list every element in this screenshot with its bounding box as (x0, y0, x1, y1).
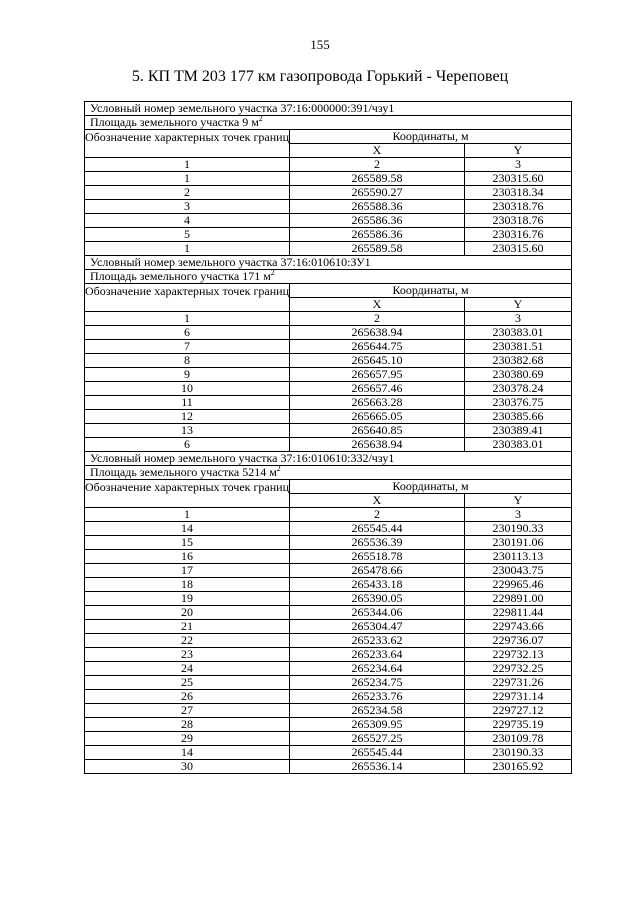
table-row (85, 382, 572, 396)
table-row (85, 648, 572, 662)
x-cell: 265233.64 (290, 648, 465, 662)
column-number: 1 (85, 312, 290, 326)
table-row (85, 410, 572, 424)
superscript-two: 2 (276, 464, 281, 473)
parcel-number-row (85, 452, 572, 466)
table-row (85, 536, 572, 550)
y-cell: 229965.46 (465, 578, 572, 592)
y-cell: 230109.78 (465, 732, 572, 746)
parcel-area-row (85, 466, 572, 480)
table-row (85, 606, 572, 620)
point-cell: 16 (85, 550, 290, 564)
table-row (85, 200, 572, 214)
y-cell: 229731.14 (465, 690, 572, 704)
x-cell: 265638.94 (290, 438, 465, 452)
table-row (85, 396, 572, 410)
point-cell: 1 (85, 172, 290, 186)
table-row (85, 704, 572, 718)
y-cell: 230043.75 (465, 564, 572, 578)
parcel-area-row (85, 270, 572, 284)
y-cell: 230318.34 (465, 186, 572, 200)
parcel-area-text: Площадь земельного участка 5214 $м^2$ (90, 464, 281, 479)
y-cell: 230318.76 (465, 214, 572, 228)
column-number: 3 (465, 508, 572, 522)
parcel-number-row (85, 102, 572, 116)
table-row (85, 550, 572, 564)
parcel-number: Условный номер земельного участка 37:16:010610:332/чзу1 (85, 452, 572, 466)
point-cell: 19 (85, 592, 290, 606)
x-cell: 265644.75 (290, 340, 465, 354)
y-cell: 230165.92 (465, 760, 572, 774)
table-row (85, 732, 572, 746)
y-cell: 230383.01 (465, 438, 572, 452)
y-cell: 230191.06 (465, 536, 572, 550)
y-cell: 229732.25 (465, 662, 572, 676)
x-cell: 265663.28 (290, 396, 465, 410)
x-cell: 265638.94 (290, 326, 465, 340)
x-cell: 265640.85 (290, 424, 465, 438)
y-cell: 230376.75 (465, 396, 572, 410)
x-cell: 265536.14 (290, 760, 465, 774)
x-cell: 265433.18 (290, 578, 465, 592)
column-number: 3 (465, 312, 572, 326)
x-cell: 265645.10 (290, 354, 465, 368)
y-header: Y (465, 144, 572, 158)
y-cell: 230315.60 (465, 242, 572, 256)
y-cell: 229811.44 (465, 606, 572, 620)
x-header: X (290, 144, 465, 158)
x-cell: 265589.58 (290, 242, 465, 256)
header-row (85, 284, 572, 298)
coords-header: Координаты, м (290, 284, 572, 298)
table-row (85, 228, 572, 242)
point-cell: 22 (85, 634, 290, 648)
point-cell: 4 (85, 214, 290, 228)
x-cell: 265518.78 (290, 550, 465, 564)
y-cell: 229732.13 (465, 648, 572, 662)
header-row (85, 130, 572, 144)
table-row (85, 242, 572, 256)
x-cell: 265665.05 (290, 410, 465, 424)
parcel-area (85, 466, 572, 480)
point-cell: 18 (85, 578, 290, 592)
table-row (85, 172, 572, 186)
table-row (85, 438, 572, 452)
y-cell: 230315.60 (465, 172, 572, 186)
point-cell: 23 (85, 648, 290, 662)
y-cell: 230378.24 (465, 382, 572, 396)
point-cell: 5 (85, 228, 290, 242)
y-cell: 229731.26 (465, 676, 572, 690)
x-cell: 265589.58 (290, 172, 465, 186)
y-cell: 229735.19 (465, 718, 572, 732)
table-row (85, 186, 572, 200)
column-number-row (85, 158, 572, 172)
x-cell: 265586.36 (290, 228, 465, 242)
point-cell: 27 (85, 704, 290, 718)
y-header: Y (465, 298, 572, 312)
point-cell: 28 (85, 718, 290, 732)
table-row (85, 424, 572, 438)
x-cell: 265545.44 (290, 746, 465, 760)
x-cell: 265527.25 (290, 732, 465, 746)
point-header: Обозначение характерных точек границ (85, 284, 290, 312)
table-row (85, 564, 572, 578)
column-number: 1 (85, 508, 290, 522)
x-header: X (290, 298, 465, 312)
y-header: Y (465, 494, 572, 508)
superscript-two: 2 (270, 268, 275, 277)
point-cell: 2 (85, 186, 290, 200)
column-number-row (85, 508, 572, 522)
parcel-number-row (85, 256, 572, 270)
parcel-area-text: Площадь земельного участка 171 $м^2$ (90, 268, 275, 283)
point-cell: 13 (85, 424, 290, 438)
point-cell: 10 (85, 382, 290, 396)
coords-header: Координаты, м (290, 130, 572, 144)
x-cell: 265536.39 (290, 536, 465, 550)
parcel-number: Условный номер земельного участка 37:16:010610:ЗУ1 (85, 256, 572, 270)
column-number: 1 (85, 158, 290, 172)
y-cell: 230190.33 (465, 746, 572, 760)
coordinates-table (84, 101, 572, 774)
document-title: 5. КП ТМ 203 177 км газопровода Горький - Череповец (131, 68, 509, 85)
table-row (85, 340, 572, 354)
parcel-number: Условный номер земельного участка 37:16:000000:391/чзу1 (85, 102, 572, 116)
x-cell: 265545.44 (290, 522, 465, 536)
point-cell: 6 (85, 326, 290, 340)
point-cell: 29 (85, 732, 290, 746)
table-row (85, 368, 572, 382)
table-row (85, 718, 572, 732)
table-row (85, 326, 572, 340)
column-number: 2 (290, 312, 465, 326)
x-header: X (290, 494, 465, 508)
y-cell: 230389.41 (465, 424, 572, 438)
x-cell: 265657.46 (290, 382, 465, 396)
point-cell: 14 (85, 522, 290, 536)
point-header: Обозначение характерных точек границ (85, 480, 290, 508)
x-cell: 265309.95 (290, 718, 465, 732)
superscript-two: 2 (258, 114, 263, 123)
point-cell: 14 (85, 746, 290, 760)
point-header: Обозначение характерных точек границ (85, 130, 290, 158)
table-row (85, 620, 572, 634)
y-cell: 230380.69 (465, 368, 572, 382)
point-cell: 6 (85, 438, 290, 452)
y-cell: 230318.76 (465, 200, 572, 214)
table-row (85, 690, 572, 704)
x-cell: 265390.05 (290, 592, 465, 606)
point-cell: 11 (85, 396, 290, 410)
table-row (85, 760, 572, 774)
parcel-area-text: Площадь земельного участка 9 $м^2$ (90, 114, 263, 129)
y-cell: 229743.66 (465, 620, 572, 634)
y-cell: 230385.66 (465, 410, 572, 424)
table-row (85, 676, 572, 690)
x-cell: 265590.27 (290, 186, 465, 200)
table-row (85, 592, 572, 606)
parcel-area (85, 116, 572, 130)
y-cell: 229736.07 (465, 634, 572, 648)
point-cell: 3 (85, 200, 290, 214)
x-cell: 265233.62 (290, 634, 465, 648)
column-number: 2 (290, 508, 465, 522)
table-row (85, 746, 572, 760)
point-cell: 17 (85, 564, 290, 578)
point-cell: 21 (85, 620, 290, 634)
table-row (85, 214, 572, 228)
column-number: 2 (290, 158, 465, 172)
parcel-area-row (85, 116, 572, 130)
y-cell: 229891.00 (465, 592, 572, 606)
y-cell: 230113.13 (465, 550, 572, 564)
y-cell: 230316.76 (465, 228, 572, 242)
point-cell: 8 (85, 354, 290, 368)
y-cell: 230383.01 (465, 326, 572, 340)
page-number: 155 (310, 37, 330, 52)
parcel-area (85, 270, 572, 284)
point-cell: 20 (85, 606, 290, 620)
table-row (85, 522, 572, 536)
x-cell: 265588.36 (290, 200, 465, 214)
x-cell: 265304.47 (290, 620, 465, 634)
point-cell: 30 (85, 760, 290, 774)
column-number-row (85, 312, 572, 326)
x-cell: 265233.76 (290, 690, 465, 704)
point-cell: 15 (85, 536, 290, 550)
table-row (85, 354, 572, 368)
x-cell: 265344.06 (290, 606, 465, 620)
x-cell: 265234.64 (290, 662, 465, 676)
y-cell: 229727.12 (465, 704, 572, 718)
point-cell: 26 (85, 690, 290, 704)
y-cell: 230381.51 (465, 340, 572, 354)
x-cell: 265234.58 (290, 704, 465, 718)
table-row (85, 578, 572, 592)
point-cell: 24 (85, 662, 290, 676)
point-cell: 1 (85, 242, 290, 256)
x-cell: 265478.66 (290, 564, 465, 578)
point-cell: 12 (85, 410, 290, 424)
point-cell: 25 (85, 676, 290, 690)
table-row (85, 634, 572, 648)
column-number: 3 (465, 158, 572, 172)
header-row (85, 480, 572, 494)
y-cell: 230382.68 (465, 354, 572, 368)
coords-header: Координаты, м (290, 480, 572, 494)
table-row (85, 662, 572, 676)
point-cell: 7 (85, 340, 290, 354)
point-cell: 9 (85, 368, 290, 382)
x-cell: 265586.36 (290, 214, 465, 228)
y-cell: 230190.33 (465, 522, 572, 536)
x-cell: 265657.95 (290, 368, 465, 382)
x-cell: 265234.75 (290, 676, 465, 690)
